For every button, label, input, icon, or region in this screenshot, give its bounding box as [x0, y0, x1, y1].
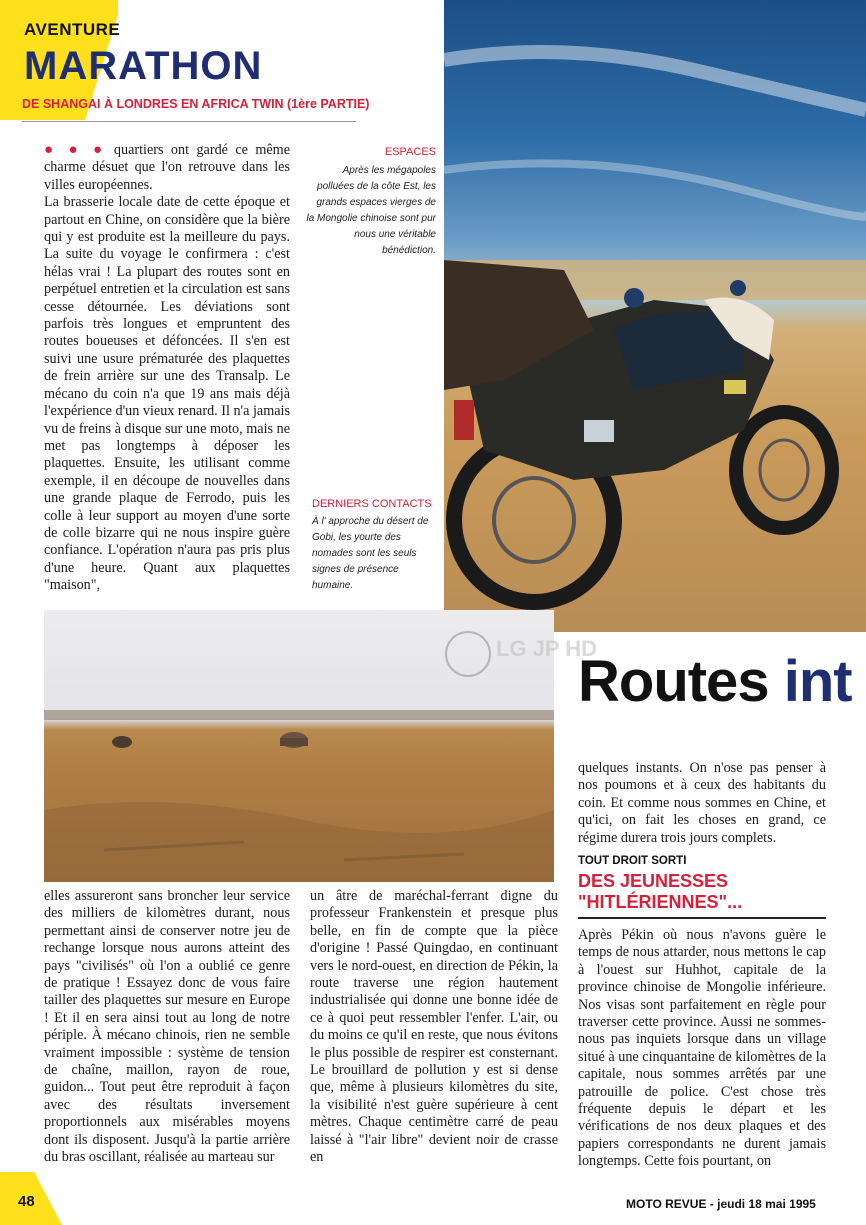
steppe-photo	[44, 610, 598, 882]
bottom-column-middle: un âtre de maréchal-ferrant digne du professeur Frankenstein et presque plus belle, en fin de compte que la pièce d'origine ! Passé Quingdao, en continuant vers le nord-ouest, en direction de Pékin, la route traverse une région hautement industrialisée qui donne une bonne idée de ce à quoi peut ressembler l'enfer. L'air, ou du moins ce qu'il en reste, que nous évitons le plus possible de respirer est consternant. Le brouillard de pollution y est si dense que, même à plusieurs kilomètres du site, la visibilité n'est guère supérieure à cent mètres. Chaque centimètre carré de peau laissé à "l'air libre" devient noir de crasse en	[310, 888, 558, 1166]
watermark-text: LG JP HD	[496, 636, 598, 661]
headline-continued: int	[783, 649, 852, 714]
subhead-title: DES JEUNESSES "HITLÉRIENNES"...	[578, 871, 743, 912]
watermark-logo	[446, 632, 597, 676]
motorcycle-illustration	[444, 0, 866, 632]
publication-footer: MOTO REVUE - jeudi 18 mai 1995	[626, 1197, 816, 1211]
right-column-bottom: Après Pékin où nous n'avons guère le temps de nous attarder, nous mettons le cap à l'ouest sur Huhhot, capitale de la province chinoise de Mongolie inférieure. Nos visas sont parfaitement en règle pour traverser cette province. Aussi ne sommes-nous pas inquiets lorsque dans un village situé à une cinquantaine de kilomètres de la capitale, nous sommes arrêtés par une patrouille de police. C'est chose très fréquente depuis le départ et les vérifications de nos deux plaques et des papiers correspondants ne durent jamais longtemps. Cette fois pourtant, on	[578, 927, 826, 1170]
motorcycle-photo	[444, 0, 866, 632]
right-column-top: quelques instants. On n'ose pas penser à nos poumons et à ceux des habitants du coin. Et comme nous sommes en Chine, et qu'ici, on fait les choses en grand, ce régime durera trois jours complets.	[578, 760, 826, 846]
caption-contacts-text: À l' approche du désert de Gobi, les yourte des nomades sont les seuls signes de présence humaine.	[312, 516, 429, 591]
subtitle-rule	[22, 121, 356, 122]
caption-espaces-heading: ESPACES	[384, 146, 436, 158]
column-1-paragraph-1: ● ● ● quartiers ont gardé ce même charme désuet que l'on retrouve dans les villes européennes.	[44, 142, 290, 193]
caption-espaces-text: Après les mégapoles polluées de la côte Est, les grands espaces vierges de la Mongolie chinoise sont pur nous une véritable bénédiction.	[306, 165, 436, 256]
bottom-column-left: elles assureront sans broncher leur service des milliers de kilomètres durant, nous permettant ainsi de conserver notre jeu de rechange lorsque nous aurons atteint des pays "civilisés" où l'on a oublié ce genre de pratique ! Essayez donc de vous faire tailler des plaquettes sur mesure en Europe ! Et il en sera ainsi tout au long de notre périple. À mécano chinois, rien ne semble vraiment impossible : système de tension de chaîne, maillon, rayon de roue, guidon... Tout peut être reproduit à façon avec des résultats inversement proportionnels aux misérables moyens dont ils disposent. Jusqu'à la partie arrière du bras oscillant, réalisée au marteau sur	[44, 888, 290, 1166]
page-number: 48	[18, 1193, 35, 1210]
column-1-paragraph-2: La brasserie locale date de cette époque et partout en Chine, on considère que la bière qui y est produite est la meilleure du pays. La suite du voyage le confirmera : c'est hélas vrai ! La plupart des routes sont en perpétuel entretien et la circulation est sans cesse détournée. Les déviations sont parfois très longues et empruntent des routes boueuses et défoncées. Il s'en est suivi une usure prématurée des plaquettes de frein arrière sur une des Transalp. Le mécano du coin n'a que 19 ans mais déjà l'expérience d'un vieux renard. Il n'a jamais vu de freins à disque sur une moto, mais ne met pas longtemps à déposer les plaquettes. Ensuite, les utilisant comme exemple, il en découpe de nouvelles dans une grande plaque de Ferrodo, puis les colle à leur support au moyen d'une sorte de colle bizarre qui ne nous inspire guère confiance. L'opération n'aura pas pris plus d'une heure. Quant aux plaquettes "maison",	[44, 194, 290, 594]
bullet-dots-icon: ● ● ●	[44, 142, 108, 158]
article-title: MARATHON	[24, 44, 263, 88]
headline-word: Routes	[578, 649, 769, 714]
article-subtitle: DE SHANGAI À LONDRES EN AFRICA TWIN (1ère PARTIE)	[22, 97, 370, 111]
caption-contacts-heading: DERNIERS CONTACTS	[312, 498, 432, 510]
section-headline	[578, 648, 852, 715]
column-1	[44, 142, 290, 595]
rubric-label: AVENTURE	[24, 20, 121, 39]
steppe-illustration	[44, 610, 598, 882]
subhead-rule	[578, 917, 826, 919]
subhead-kicker: TOUT DROIT SORTI	[578, 855, 687, 867]
